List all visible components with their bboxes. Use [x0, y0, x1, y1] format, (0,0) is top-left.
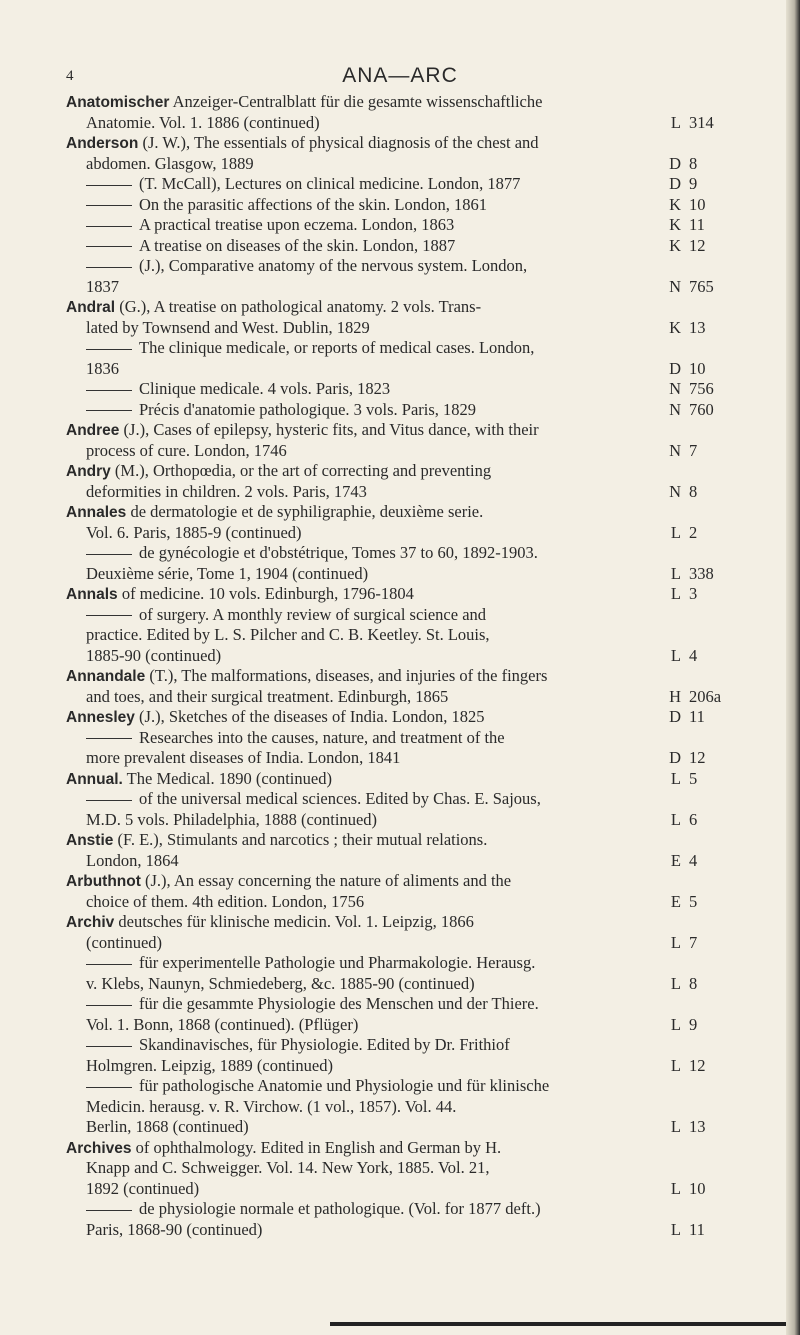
shelf-class: L [670, 1178, 681, 1198]
shelf-number: 8 [689, 973, 698, 993]
entry-line-text: Researches into the causes, nature, and treatment of the [139, 727, 505, 747]
entry-line-text: deformities in children. 2 vols. Paris, 1743 [86, 481, 367, 501]
entry-line [66, 625, 766, 646]
ditto-dash [86, 267, 132, 268]
entry-line-text: of ophthalmology. Edited in English and German by H. [135, 1137, 502, 1157]
entry-line-text: Berlin, 1868 (continued) [86, 1117, 249, 1136]
entry-line-text: (M.), Orthopœdia, or the art of correcting and preventing [114, 461, 492, 480]
ditto-dash [86, 390, 132, 391]
ditto-dash [86, 1046, 132, 1047]
catalogue-entry [66, 769, 766, 790]
page-edge [786, 0, 800, 1335]
entry-line-text: (continued) [86, 932, 163, 952]
entry-line-text: Paris, 1868-90 (continued) [86, 1219, 263, 1239]
entry-line-text: A treatise on diseases of the skin. London, 1887 [139, 235, 456, 255]
entry-text [66, 912, 474, 934]
entry-line [66, 605, 766, 626]
entry-line-text: of surgery. A monthly review of surgical science and [139, 604, 487, 624]
ditto-dash [86, 1210, 132, 1211]
shelf-class: E [670, 891, 681, 911]
entry-line [66, 994, 766, 1015]
entry-line [66, 502, 766, 523]
shelf-class: H [669, 686, 681, 706]
entry-text [86, 953, 535, 974]
entry-line-text: für experimentelle Pathologie und Pharmakologie. Herausg. [139, 953, 536, 972]
shelf-class: N [669, 481, 681, 501]
shelf-number: 12 [689, 748, 706, 767]
catalogue-entry [66, 92, 766, 133]
shelf-number: 10 [689, 1178, 706, 1198]
catalogue-entry [66, 420, 766, 461]
catalogue-entry [66, 400, 766, 421]
shelf-number: 11 [689, 1219, 705, 1239]
shelf-number: 10 [689, 194, 706, 214]
entry-line-text: Anatomie. Vol. 1. 1886 (continued) [86, 112, 320, 132]
page-number: 4 [66, 68, 74, 84]
entry-text [66, 871, 511, 893]
shelf-number: 8 [689, 153, 698, 173]
entry-line-text: 1885-90 (continued) [86, 645, 222, 665]
entry-text [86, 236, 455, 257]
entry-text [66, 584, 414, 606]
entry-line [66, 92, 766, 113]
entry-headword: Annales [66, 504, 127, 521]
entry-line-text: für die gesammte Physiologie des Menschen und der Thiere. [139, 994, 539, 1013]
ditto-dash [86, 615, 132, 616]
entry-line [66, 400, 766, 421]
shelf-number: 7 [689, 440, 698, 460]
entry-text [86, 933, 162, 954]
entry-line [66, 974, 766, 995]
bottom-rule [330, 1322, 786, 1326]
entry-line-text: de dermatologie et de syphiligraphie, deuxième serie. [130, 502, 484, 521]
catalogue-entry [66, 666, 766, 707]
catalogue-entry [66, 195, 766, 216]
entry-line-text: (J.), Comparative anatomy of the nervous system. London, [139, 256, 528, 275]
entry-line [66, 379, 766, 400]
entry-line [66, 482, 766, 503]
shelf-class: L [670, 522, 681, 542]
entry-text [86, 154, 254, 175]
entry-line [66, 912, 766, 933]
entry-text [66, 133, 539, 155]
entry-text [86, 1220, 262, 1241]
entry-text [86, 646, 221, 667]
shelf-class: N [669, 399, 681, 419]
shelf-number: 760 [689, 399, 714, 419]
catalogue-entry [66, 502, 766, 543]
entry-text [86, 851, 179, 872]
entry-line-text: (J.), Sketches of the diseases of India. London, 1825 [139, 707, 485, 726]
entry-line [66, 359, 766, 380]
entry-line [66, 1199, 766, 1220]
ditto-dash [86, 410, 132, 411]
entry-line [66, 584, 766, 605]
catalogue-entry [66, 1199, 766, 1240]
entry-line-text: (T. McCall), Lectures on clinical medicine. London, 1877 [139, 174, 521, 193]
shelf-class: L [670, 1014, 681, 1034]
shelf-class: N [669, 379, 681, 398]
entry-line-text: Deuxième série, Tome 1, 1904 (continued) [86, 563, 369, 583]
entry-text [86, 195, 487, 216]
shelf-number: 12 [689, 1055, 706, 1075]
catalogue-entry [66, 1138, 766, 1200]
shelf-number: 10 [689, 358, 706, 378]
entry-line-text: (J.), An essay concerning the nature of aliments and the [145, 871, 512, 890]
entry-line [66, 810, 766, 831]
entry-line [66, 892, 766, 913]
shelf-number: 11 [689, 707, 705, 726]
ditto-dash [86, 226, 132, 227]
entry-line [66, 338, 766, 359]
shelf-number: 13 [689, 1117, 706, 1136]
entry-line-text: 1892 (continued) [86, 1178, 200, 1198]
entry-text [66, 707, 485, 729]
entry-headword: Archiv [66, 914, 115, 931]
shelf-class: N [669, 440, 681, 460]
entry-headword: Annandale [66, 668, 146, 685]
shelf-class: D [669, 358, 681, 378]
entry-line-text: lated by Townsend and West. Dublin, 1829 [86, 317, 370, 337]
entry-line-text: choice of them. 4th edition. London, 1756 [86, 891, 365, 911]
catalogue-entry [66, 1076, 766, 1138]
catalogue-entry [66, 133, 766, 174]
shelf-number: 4 [689, 645, 698, 665]
ditto-dash [86, 205, 132, 206]
entry-line [66, 871, 766, 892]
entry-line-text: more prevalent diseases of India. London, 1841 [86, 748, 401, 767]
entry-text [86, 728, 505, 749]
entry-line-text: de physiologie normale et pathologique. (Vol. for 1877 deft.) [139, 1199, 541, 1218]
entry-line-text: The clinique medicale, or reports of medical cases. London, [139, 338, 535, 357]
entry-line [66, 728, 766, 749]
ditto-dash [86, 1005, 132, 1006]
shelf-class: L [670, 809, 681, 829]
entry-text [66, 297, 481, 319]
entry-line-text: The Medical. 1890 (continued) [126, 768, 332, 788]
entry-line [66, 830, 766, 851]
catalogue-entry [66, 584, 766, 605]
entry-line [66, 256, 766, 277]
entry-line [66, 236, 766, 257]
shelf-class: L [670, 1117, 681, 1136]
entry-line-text: v. Klebs, Naunyn, Schmiedeberg, &c. 1885-90 (continued) [86, 973, 475, 993]
ditto-dash [86, 349, 132, 350]
entry-text [86, 1015, 358, 1036]
shelf-number: 5 [689, 768, 698, 788]
entry-line-text: London, 1864 [86, 850, 179, 870]
entry-text [66, 461, 491, 483]
entry-line [66, 748, 766, 769]
shelf-class: L [670, 645, 681, 665]
entry-text [86, 523, 302, 544]
shelf-number: 4 [689, 850, 698, 870]
shelf-number: 6 [689, 809, 698, 829]
entry-line [66, 851, 766, 872]
entry-line-text: 1836 [86, 358, 119, 378]
shelf-number: 2 [689, 522, 698, 542]
catalogue-entry [66, 1035, 766, 1076]
shelf-class: D [669, 748, 681, 767]
entry-text [86, 441, 287, 462]
entry-line [66, 420, 766, 441]
entry-text [66, 769, 332, 791]
entry-line [66, 1056, 766, 1077]
entry-line [66, 461, 766, 482]
shelf-class: L [670, 973, 681, 993]
entry-line-text: (F. E.), Stimulants and narcotics ; their mutual relations. [117, 830, 488, 849]
entry-headword: Anstie [66, 832, 114, 849]
entry-line [66, 1015, 766, 1036]
entry-line [66, 707, 766, 728]
entry-line [66, 543, 766, 564]
shelf-class: K [669, 215, 681, 234]
entry-line [66, 1097, 766, 1118]
entry-text [86, 810, 377, 831]
entry-line [66, 215, 766, 236]
shelf-class: L [670, 932, 681, 952]
shelf-class: L [670, 563, 681, 583]
entry-text [86, 277, 119, 298]
shelf-number: 11 [689, 215, 705, 234]
entry-line-text: Précis d'anatomie pathologique. 3 vols. Paris, 1829 [139, 399, 477, 419]
entry-text [86, 1117, 249, 1138]
entry-line-text: Anzeiger-Centralblatt für die gesamte wissenschaftliche [172, 92, 543, 111]
catalogue-entry [66, 379, 766, 400]
entry-line-text: process of cure. London, 1746 [86, 440, 287, 460]
entry-line [66, 297, 766, 318]
entry-text [86, 318, 370, 339]
catalogue-entry [66, 256, 766, 297]
entry-line [66, 133, 766, 154]
catalogue-entry [66, 830, 766, 871]
catalogue-entry [66, 543, 766, 584]
entry-line-text: Vol. 1. Bonn, 1868 (continued). (Pflüger) [86, 1014, 359, 1034]
entry-headword: Andree [66, 422, 120, 439]
entry-line [66, 441, 766, 462]
entry-text [86, 605, 486, 626]
shelf-number: 9 [689, 174, 698, 193]
entry-headword: Andry [66, 463, 111, 480]
entry-line-text: of medicine. 10 vols. Edinburgh, 1796-1804 [121, 584, 414, 603]
entry-text [86, 359, 119, 380]
entry-line [66, 1035, 766, 1056]
entry-line-text: (G.), A treatise on pathological anatomy. 2 vols. Trans- [119, 297, 482, 316]
catalogue-entries [66, 92, 766, 1240]
entry-line-text: Holmgren. Leipzig, 1889 (continued) [86, 1055, 333, 1075]
shelf-number: 7 [689, 932, 698, 952]
entry-line-text: Clinique medicale. 4 vols. Paris, 1823 [139, 379, 391, 398]
entry-text [86, 113, 320, 134]
entry-text [86, 994, 539, 1015]
ditto-dash [86, 800, 132, 801]
entry-headword: Annals [66, 586, 118, 603]
catalogue-entry [66, 297, 766, 338]
entry-line-text: of the universal medical sciences. Edited by Chas. E. Sajous, [139, 789, 541, 808]
entry-text [86, 687, 448, 708]
entry-line [66, 953, 766, 974]
entry-text [86, 1056, 333, 1077]
entry-line-text: abdomen. Glasgow, 1889 [86, 153, 254, 173]
entry-text [86, 338, 534, 359]
entry-text [86, 215, 454, 236]
shelf-class: K [669, 235, 681, 255]
entry-text [86, 1179, 199, 1200]
entry-text [86, 1158, 490, 1179]
entry-line-text: (T.), The malformations, diseases, and injuries of the fingers [149, 666, 548, 685]
entry-line-text: and toes, and their surgical treatment. Edinburgh, 1865 [86, 686, 449, 706]
entry-headword: Anatomischer [66, 94, 170, 111]
entry-text [86, 174, 520, 195]
catalogue-entry [66, 994, 766, 1035]
entry-line [66, 646, 766, 667]
catalogue-entry [66, 605, 766, 667]
entry-headword: Arbuthnot [66, 873, 141, 890]
shelf-class: N [669, 276, 681, 296]
catalogue-entry [66, 912, 766, 953]
shelf-number: 765 [689, 276, 714, 296]
entry-line [66, 666, 766, 687]
shelf-class: L [670, 112, 681, 132]
entry-line [66, 769, 766, 790]
entry-line [66, 154, 766, 175]
entry-line [66, 1117, 766, 1138]
shelf-class: D [669, 707, 681, 726]
entry-line [66, 523, 766, 544]
entry-text [86, 892, 364, 913]
catalogue-entry [66, 871, 766, 912]
shelf-class: L [670, 1219, 681, 1239]
catalogue-entry [66, 461, 766, 502]
ditto-dash [86, 1087, 132, 1088]
entry-headword: Andral [66, 299, 116, 316]
entry-headword: Anderson [66, 135, 139, 152]
entry-line-text: deutsches für klinische medicin. Vol. 1. Leipzig, 1866 [118, 912, 474, 931]
entry-line [66, 174, 766, 195]
shelf-number: 3 [689, 584, 698, 603]
shelf-class: D [669, 174, 681, 193]
shelf-class: L [670, 768, 681, 788]
entry-text [66, 1138, 501, 1160]
shelf-number: 8 [689, 481, 698, 501]
entry-line-text: On the parasitic affections of the skin. London, 1861 [139, 194, 487, 214]
entry-text [86, 564, 368, 585]
entry-text [66, 420, 539, 442]
ditto-dash [86, 738, 132, 739]
catalogue-entry [66, 236, 766, 257]
catalogue-entry [66, 953, 766, 994]
entry-headword: Annual. [66, 770, 123, 788]
entry-line-text: Medicin. herausg. v. R. Virchow. (1 vol., 1857). Vol. 44. [86, 1096, 457, 1116]
shelf-class: L [670, 1055, 681, 1075]
shelf-number: 12 [689, 235, 706, 255]
ditto-dash [86, 246, 132, 247]
catalogue-entry [66, 728, 766, 769]
shelf-class: D [669, 153, 681, 173]
entry-line [66, 318, 766, 339]
catalogue-entry [66, 707, 766, 728]
running-head: ANA—ARC [342, 64, 458, 87]
entry-text [66, 830, 487, 852]
entry-line-text: Knapp and C. Schweigger. Vol. 14. New York, 1885. Vol. 21, [86, 1158, 490, 1177]
entry-text [86, 1097, 456, 1118]
entry-text [66, 666, 547, 688]
shelf-class: E [670, 850, 681, 870]
ditto-dash [86, 964, 132, 965]
entry-line [66, 789, 766, 810]
shelf-number: 13 [689, 317, 706, 337]
entry-text [86, 789, 541, 810]
entry-text [86, 974, 475, 995]
catalogue-entry [66, 338, 766, 379]
entry-text [66, 502, 483, 524]
entry-line-text: Vol. 6. Paris, 1885-9 (continued) [86, 522, 302, 542]
shelf-number: 314 [689, 112, 714, 132]
catalogue-entry [66, 174, 766, 195]
entry-line-text: (J. W.), The essentials of physical diagnosis of the chest and [142, 133, 539, 152]
entry-headword: Annesley [66, 709, 135, 726]
entry-line [66, 113, 766, 134]
catalogue-entry [66, 789, 766, 830]
entry-line [66, 933, 766, 954]
shelf-number: 338 [689, 563, 714, 583]
entry-line-text: (J.), Cases of epilepsy, hysteric fits, and Vitus dance, with their [123, 420, 539, 439]
shelf-number: 5 [689, 891, 698, 911]
entry-line-text: practice. Edited by L. S. Pilcher and C. B. Keetley. St. Louis, [86, 625, 490, 644]
shelf-class: K [669, 194, 681, 214]
entry-line [66, 687, 766, 708]
entry-line-text: A practical treatise upon eczema. London, 1863 [139, 215, 455, 234]
entry-text [86, 256, 527, 277]
entry-text [86, 379, 390, 400]
ditto-dash [86, 554, 132, 555]
shelf-number: 756 [689, 379, 714, 398]
entry-text [86, 748, 400, 769]
entry-line-text: für pathologische Anatomie und Physiologie und für klinische [139, 1076, 550, 1095]
entry-text [86, 400, 476, 421]
entry-headword: Archives [66, 1139, 132, 1157]
entry-line-text: 1837 [86, 276, 119, 296]
entry-line [66, 195, 766, 216]
entry-line-text: M.D. 5 vols. Philadelphia, 1888 (continued) [86, 809, 378, 829]
shelf-class: K [669, 317, 681, 337]
entry-text [66, 92, 542, 114]
shelf-number: 206a [689, 686, 722, 706]
entry-text [86, 543, 538, 564]
entry-line-text: de gynécologie et d'obstétrique, Tomes 37 to 60, 1892-1903. [139, 543, 538, 562]
entry-text [86, 482, 367, 503]
entry-line [66, 1076, 766, 1097]
entry-line [66, 1220, 766, 1241]
entry-line [66, 1138, 766, 1159]
entry-line [66, 1158, 766, 1179]
entry-text [86, 1076, 549, 1097]
entry-line [66, 564, 766, 585]
entry-text [86, 625, 490, 646]
entry-text [86, 1035, 510, 1056]
entry-line-text: Skandinavisches, für Physiologie. Edited by Dr. Frithiof [139, 1035, 510, 1054]
entry-text [86, 1199, 541, 1220]
entry-line [66, 277, 766, 298]
shelf-number: 9 [689, 1014, 698, 1034]
catalogue-entry [66, 215, 766, 236]
shelf-class: L [670, 584, 681, 603]
ditto-dash [86, 185, 132, 186]
entry-line [66, 1179, 766, 1200]
